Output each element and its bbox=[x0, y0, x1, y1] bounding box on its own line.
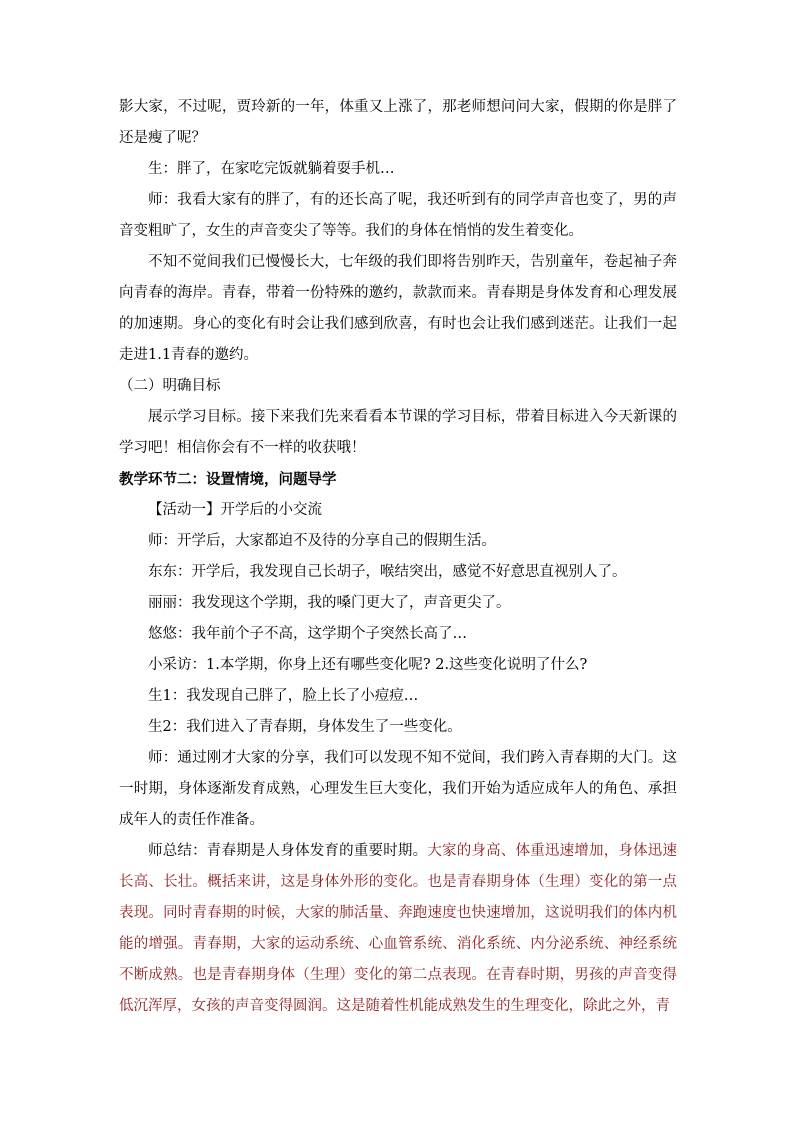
dialogue-student-2: 生2：我们进入了青春期，身体发生了一些变化。 bbox=[148, 719, 462, 735]
dialogue-teacher-summary: 师：通过刚才大家的分享，我们可以发现不知不觉间，我们跨入青春期的大门。这一时期，身体逐渐发育成熟，心理发生巨大变化，我们开始为适应成年人的角色、承担成年人的责任作准备。 bbox=[119, 750, 677, 828]
dialogue-interview: 小采访：1.本学期，你身上还有哪些变化呢? 2.这些变化说明了什么? bbox=[148, 657, 588, 673]
dialogue-dongdong: 东东：开学后，我发现自己长胡子，喉结突出，感觉不好意思直视别人了。 bbox=[148, 564, 627, 580]
dialogue-teacher: 师：开学后，大家都迫不及待的分享自己的假期生活。 bbox=[148, 533, 496, 549]
paragraph-teacher-remark: 师：我看大家有的胖了，有的还长高了呢，我还听到有的同学声音也变了，男的声音变粗旷了，女生的声音变尖了等等。我们的身体在悄悄的发生着变化。 bbox=[119, 192, 677, 239]
dialogue-student-1: 生1：我发现自己胖了，脸上长了小痘痘… bbox=[148, 688, 419, 704]
section-heading-goals: （二）明确目标 bbox=[119, 378, 221, 394]
dialogue-youyou: 悠悠：我年前个子不高，这学期个子突然长高了… bbox=[148, 626, 467, 642]
paragraph-introduction: 不知不觉间我们已慢慢长大，七年级的我们即将告别昨天，告别童年，卷起袖子奔向青春的海岸。青春，带着一份特殊的邀约，款款而来。青春期是身体发育和心理发展的加速期。身心的变化有时会让我们感到欣喜，有时也会让我们感到迷茫。让我们一起走进1.1青春的邀约。 bbox=[119, 254, 677, 363]
dialogue-lili: 丽丽：我发现这个学期，我的嗓门更大了，声音更尖了。 bbox=[148, 595, 511, 611]
paragraph-goals: 展示学习目标。接下来我们先来看看本节课的学习目标，带着目标进入今天新课的学习吧！相信你会有不一样的收获哦！ bbox=[119, 409, 677, 456]
conclusion-emphasis: 大家的身高、体重迅速增加，身体迅速长高、长壮。概括来讲，这是身体外形的变化。也是青春期身体（生理）变化的第一点表现。同时青春期的时候，大家的肺活量、奔跑速度也快速增加，这说明我们的体内机能的增强。青春期，大家的运动系统、心血管系统、消化系统、内分泌系统、神经系统不断成熟。也是青春期身体（生理）变化的第二点表现。在青春时期，男孩的声音变得低沉浑厚，女孩的声音变得圆润。这是随着性机能成熟发生的生理变化，除此之外，青 bbox=[119, 843, 678, 1014]
document-page bbox=[119, 92, 677, 1022]
section-heading-step-two: 教学环节二：设置情境，问题导学 bbox=[119, 471, 337, 488]
activity-heading: 【活动一】开学后的小交流 bbox=[148, 502, 322, 518]
paragraph-continued: 影大家，不过呢，贾玲新的一年，体重又上涨了，那老师想问问大家，假期的你是胖了还是瘦了呢？ bbox=[119, 99, 677, 146]
paragraph-student-answer: 生：胖了，在家吃完饭就躺着耍手机… bbox=[148, 161, 395, 177]
conclusion-lead: 师总结：青春期是人身体发育的重要时期。 bbox=[148, 843, 428, 859]
paragraph-teacher-conclusion bbox=[119, 836, 677, 1022]
